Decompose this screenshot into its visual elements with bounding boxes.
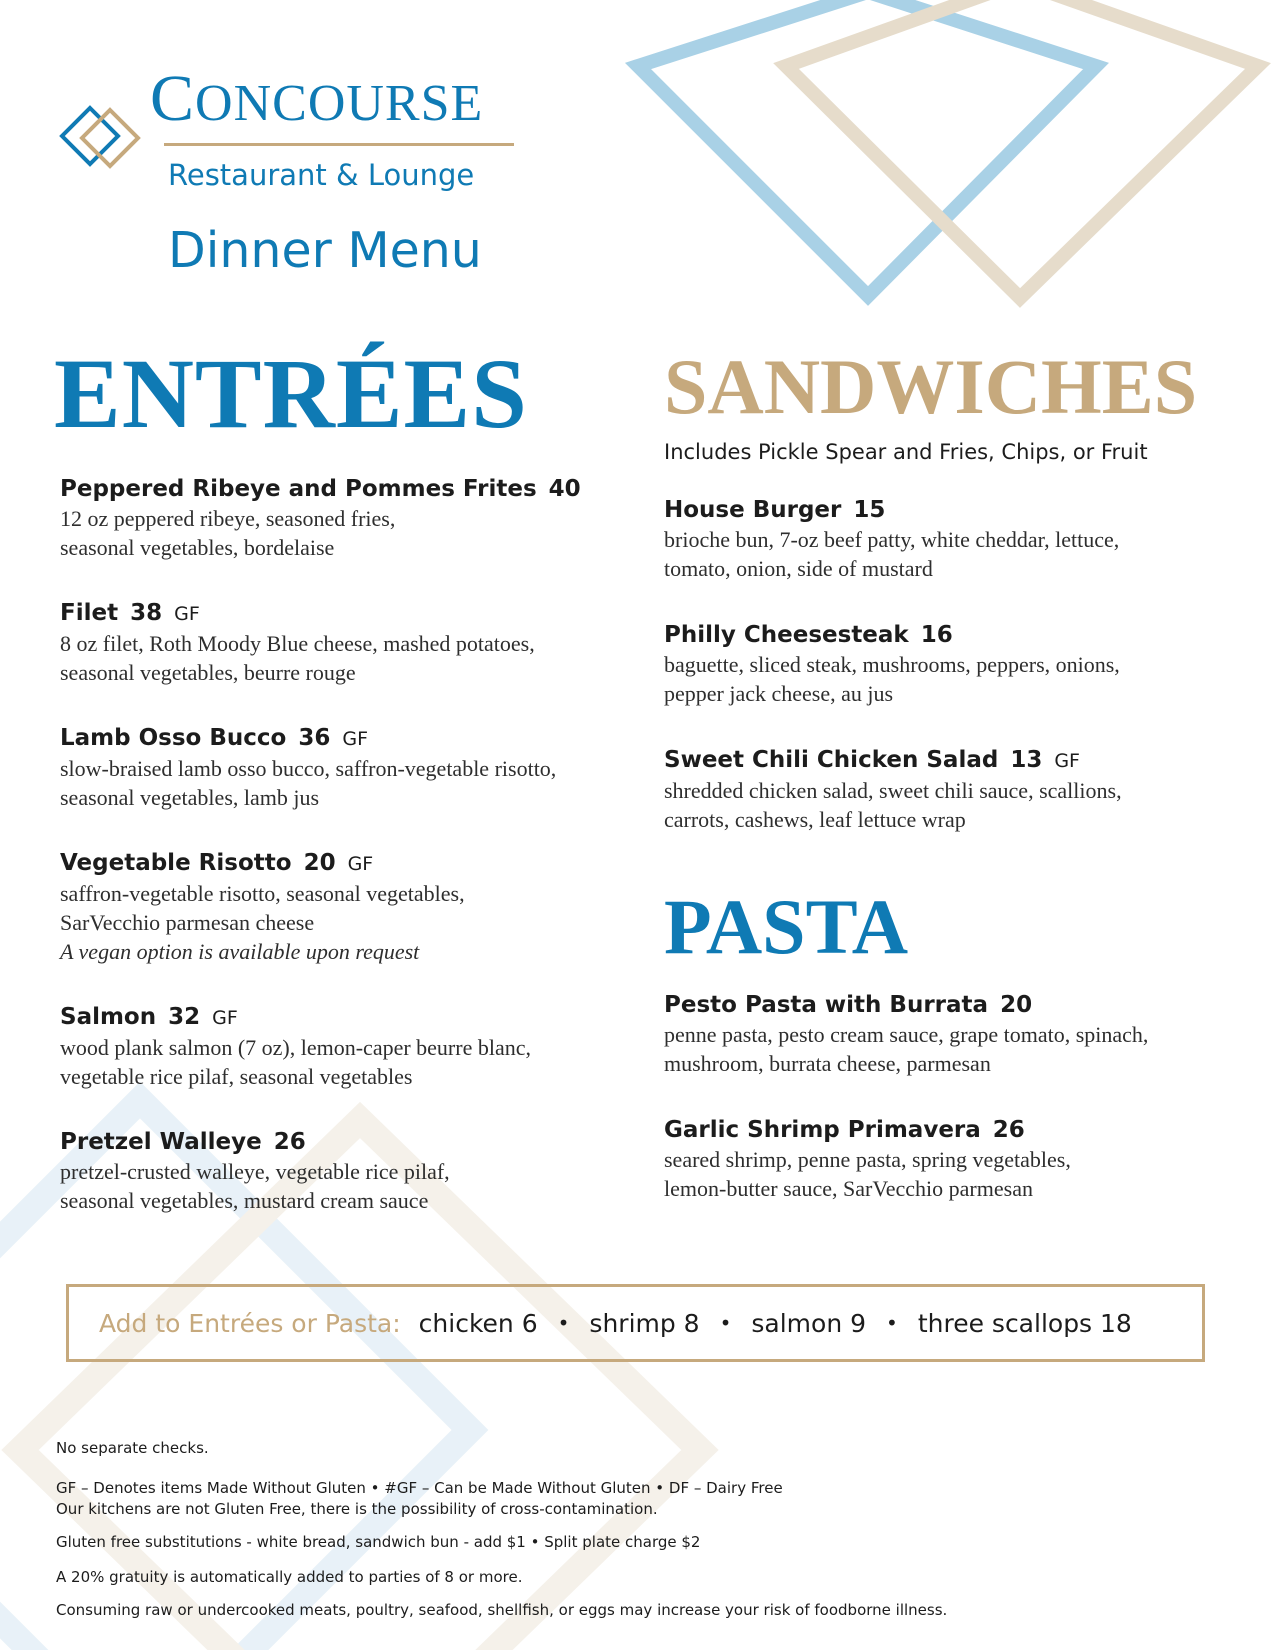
item-price: 36 bbox=[298, 725, 331, 751]
menu-item-pesto-pasta bbox=[664, 990, 1234, 1078]
item-description: shredded chicken salad, sweet chili sauce, scallions, carrots, cashews, leaf lettuce wrap bbox=[664, 778, 1122, 832]
item-description: pretzel-crusted walleye, vegetable rice pilaf, seasonal vegetables, mustard cream sauce bbox=[60, 1159, 450, 1213]
pasta-title: PASTA bbox=[664, 883, 909, 970]
footer-note-food-safety: Consuming raw or undercooked meats, poultry, seafood, shellfish, or eggs may increase your risk of foodborne illness. bbox=[56, 1601, 948, 1619]
sandwiches-intro: Includes Pickle Spear and Fries, Chips, or Fruit bbox=[664, 440, 1148, 464]
menu-item-lamb-osso-bucco bbox=[60, 723, 630, 812]
item-description: seared shrimp, penne pasta, spring vegetables, lemon-butter sauce, SarVecchio parmesan bbox=[664, 1147, 1071, 1201]
item-name: Filet bbox=[60, 600, 119, 626]
addon-option: three scallops 18 bbox=[917, 1308, 1132, 1338]
footer-note-gluten-legend: GF – Denotes items Made Without Gluten • #GF – Can be Made Without Gluten • DF – Dairy Free bbox=[56, 1479, 783, 1497]
addons-label: Add to Entrées or Pasta: bbox=[99, 1308, 401, 1338]
item-price: 20 bbox=[1000, 992, 1033, 1018]
addons-box bbox=[66, 1284, 1205, 1362]
item-name: Garlic Shrimp Primavera bbox=[664, 1117, 981, 1143]
item-name: Lamb Osso Bucco bbox=[60, 725, 287, 751]
item-price: 13 bbox=[1010, 747, 1043, 773]
item-description: slow-braised lamb osso bucco, saffron-vegetable risotto, seasonal vegetables, lamb jus bbox=[60, 756, 557, 810]
menu-item-vegetable-risotto bbox=[60, 848, 630, 966]
menu-item-salmon bbox=[60, 1002, 630, 1091]
item-description: brioche bun, 7-oz beef patty, white cheddar, lettuce, tomato, onion, side of mustard bbox=[664, 527, 1120, 581]
footer-note-checks: No separate checks. bbox=[56, 1439, 209, 1457]
item-description: 12 oz peppered ribeye, seasoned fries, seasonal vegetables, bordelaise bbox=[60, 506, 396, 560]
sandwiches-title: SANDWICHES bbox=[664, 343, 1198, 430]
item-name: Pesto Pasta with Burrata bbox=[664, 992, 989, 1018]
item-price: 32 bbox=[168, 1004, 201, 1030]
item-description: penne pasta, pesto cream sauce, grape tomato, spinach, mushroom, burrata cheese, parmesan bbox=[664, 1022, 1149, 1076]
gf-badge: GF bbox=[347, 853, 374, 875]
entrees-title: ENTRÉES bbox=[54, 338, 528, 449]
addon-option: salmon 9 bbox=[751, 1308, 867, 1338]
footer-note-substitutions: Gluten free substitutions - white bread, sandwich bun - add $1 • Split plate charge $2 bbox=[56, 1533, 701, 1551]
item-description: saffron-vegetable risotto, seasonal vegetables, SarVecchio parmesan cheese bbox=[60, 881, 465, 935]
footer-note-cross-contamination: Our kitchens are not Gluten Free, there is the possibility of cross-contamination. bbox=[56, 1500, 658, 1518]
gf-badge: GF bbox=[1054, 750, 1080, 772]
menu-item-peppered-ribeye bbox=[60, 474, 630, 562]
bullet-separator: • bbox=[719, 1311, 732, 1335]
gf-badge: GF bbox=[212, 1007, 238, 1029]
item-description: 8 oz filet, Roth Moody Blue cheese, mashed potatoes, seasonal vegetables, beurre rouge bbox=[60, 631, 535, 685]
brand-divider bbox=[164, 143, 514, 146]
addon-option: shrimp 8 bbox=[589, 1308, 700, 1338]
item-description: wood plank salmon (7 oz), lemon-caper beurre blanc, vegetable rice pilaf, seasonal vegetables bbox=[60, 1035, 531, 1089]
footer-note-gratuity: A 20% gratuity is automatically added to parties of 8 or more. bbox=[56, 1568, 523, 1586]
menu-item-philly-cheesesteak bbox=[664, 620, 1234, 708]
item-description: baguette, sliced steak, mushrooms, peppers, onions, pepper jack cheese, au jus bbox=[664, 652, 1120, 706]
item-name: Sweet Chili Chicken Salad bbox=[664, 747, 999, 773]
menu-item-garlic-shrimp-primavera bbox=[664, 1115, 1234, 1203]
bullet-separator: • bbox=[886, 1311, 898, 1335]
vegan-note: A vegan option is available upon request bbox=[60, 939, 420, 964]
menu-item-pretzel-walleye bbox=[60, 1127, 630, 1215]
brand-name: CONCOURSE bbox=[150, 62, 484, 135]
item-price: 15 bbox=[853, 497, 886, 523]
gf-badge: GF bbox=[174, 603, 200, 625]
menu-item-sweet-chili-chicken-salad bbox=[664, 745, 1234, 834]
item-name: Pretzel Walleye bbox=[60, 1129, 262, 1155]
menu-title: Dinner Menu bbox=[168, 222, 482, 279]
addon-option: chicken 6 bbox=[418, 1308, 538, 1338]
item-name: Philly Cheesesteak bbox=[664, 622, 909, 648]
item-price: 20 bbox=[303, 850, 336, 876]
item-price: 26 bbox=[992, 1117, 1025, 1143]
item-price: 38 bbox=[130, 600, 163, 626]
item-name: Vegetable Risotto bbox=[60, 850, 292, 876]
bullet-separator: • bbox=[557, 1311, 570, 1335]
logo-diamond-icon bbox=[58, 104, 148, 174]
item-name: House Burger bbox=[664, 497, 842, 523]
item-name: Peppered Ribeye and Pommes Frites bbox=[60, 476, 537, 502]
gf-badge: GF bbox=[342, 728, 368, 750]
brand-subtitle: Restaurant & Lounge bbox=[168, 158, 475, 192]
item-price: 40 bbox=[548, 476, 581, 502]
item-name: Salmon bbox=[60, 1004, 157, 1030]
menu-item-filet bbox=[60, 598, 630, 687]
menu-item-house-burger bbox=[664, 495, 1234, 583]
item-price: 16 bbox=[920, 622, 953, 648]
item-price: 26 bbox=[273, 1129, 306, 1155]
